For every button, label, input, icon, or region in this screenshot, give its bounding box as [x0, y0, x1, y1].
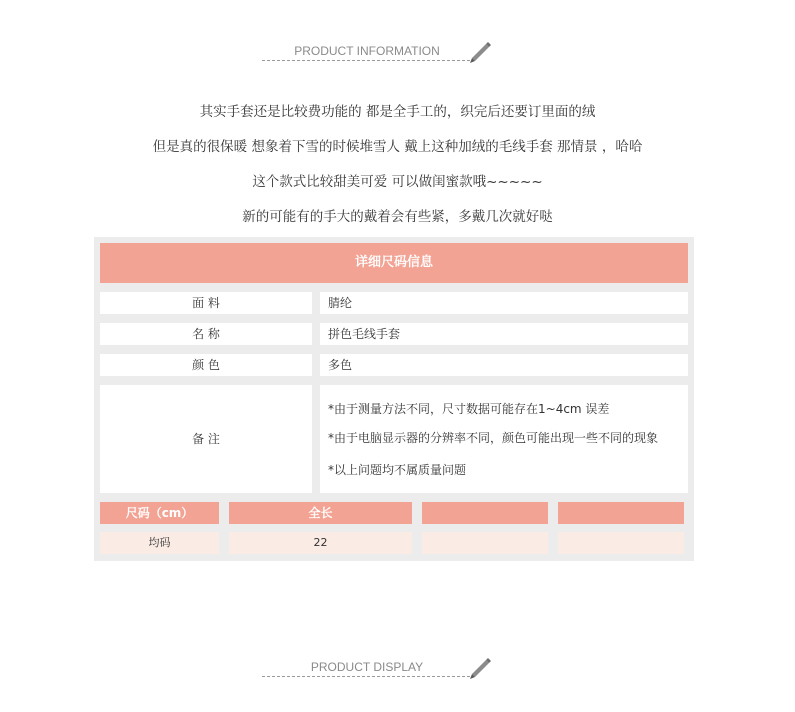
- header-dashed-line: [262, 676, 470, 677]
- product-information-title: PRODUCT INFORMATION: [294, 44, 440, 58]
- note-measurement: *由于测量方法不同，尺寸数据可能存在1~4cm 误差: [328, 402, 610, 416]
- size-value-empty-1: [422, 532, 548, 554]
- name-value: 拼色毛线手套: [320, 323, 688, 345]
- size-value-length: 22: [229, 532, 412, 554]
- color-label: 颜 色: [100, 354, 312, 376]
- material-label: 面 料: [100, 292, 312, 314]
- description-line-2: 但是真的很保暖 想象着下雪的时候堆雪人 戴上这种加绒的毛线手套 那情景 ，哈哈: [152, 139, 643, 155]
- pen-icon: [466, 38, 494, 64]
- product-information-header: [262, 40, 492, 80]
- material-value: 腈纶: [320, 292, 688, 314]
- size-value-empty-2: [558, 532, 684, 554]
- header-dashed-line: [262, 60, 470, 61]
- note-display-color: *由于电脑显示器的分辨率不同，颜色可能出现一些不同的现象: [328, 431, 659, 445]
- color-value: 多色: [320, 354, 688, 376]
- size-value-size: 均码: [100, 532, 219, 554]
- description-line-1: 其实手套还是比较费功能的 都是全手工的，织完后还要订里面的绒: [199, 104, 596, 120]
- pen-icon: [466, 654, 494, 680]
- size-info-banner: 详细尺码信息: [100, 243, 688, 283]
- notes-value: [320, 385, 688, 493]
- size-header-size: 尺码（cm）: [100, 502, 219, 524]
- size-header-length: 全长: [229, 502, 412, 524]
- description-line-3: 这个款式比较甜美可爱 可以做闺蜜款哦~~~~~: [252, 174, 543, 190]
- size-header-empty-2: [558, 502, 684, 524]
- size-header-empty-1: [422, 502, 548, 524]
- notes-label: 备 注: [100, 385, 312, 493]
- product-display-header: [262, 656, 492, 696]
- name-label: 名 称: [100, 323, 312, 345]
- product-display-title: PRODUCT DISPLAY: [310, 660, 424, 674]
- description-line-4: 新的可能有的手大的戴着会有些紧，多戴几次就好哒: [242, 209, 553, 225]
- product-detail-panel: [94, 237, 694, 561]
- note-quality: *以上问题均不属质量问题: [328, 463, 467, 477]
